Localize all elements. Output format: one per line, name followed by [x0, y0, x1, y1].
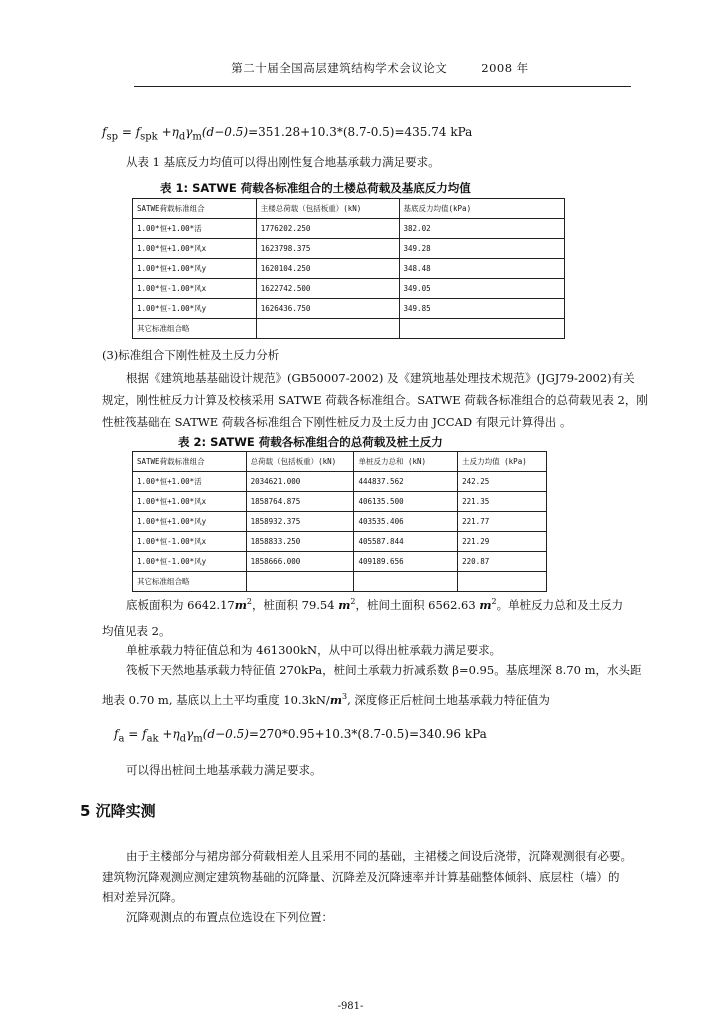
table-row [133, 572, 547, 592]
equation-fsp: $f_{sp} = f_{spk} +\eta_d\gamma_m(d-0.5)=351.28+10.3*(8.7-0.5)=435.74$ kPa [102, 125, 473, 143]
table-cell: 1858833.250 [246, 532, 354, 552]
table-cell: 1.00*恒-1.00*风y [133, 299, 257, 319]
table-cell: 221.35 [458, 492, 547, 512]
paragraph-6: 筏板下天然地基承载力特征值 270kPa，桩间土承载力折减系数 β=0.95。基底埋深 8.70 m，水头距 [126, 663, 642, 677]
paragraph-4-cont: 均值见表 2。 [102, 624, 171, 638]
table-cell: 444837.562 [354, 472, 458, 492]
table-header-cell: 总荷载（包括板重）(kN) [246, 452, 354, 472]
running-header [140, 60, 620, 80]
table1-caption: 表 1: SATWE 荷载各标准组合的土楼总荷载及基底反力均值 [160, 181, 471, 195]
table-cell: 1623798.375 [256, 239, 399, 259]
table-cell: 242.25 [458, 472, 547, 492]
table-cell: 1.00*恒+1.00*活 [133, 219, 257, 239]
paragraph-1: 从表 1 基底反力均值可以得出刚性复合地基承载力满足要求。 [126, 155, 440, 169]
table-cell: 382.02 [399, 219, 564, 239]
table-row [133, 472, 547, 492]
table-header-cell: 主楼总荷载（包括板重）(kN) [256, 199, 399, 219]
table-cell: 1.00*恒-1.00*风x [133, 532, 247, 552]
table-cell: 1.00*恒+1.00*风x [133, 492, 247, 512]
table-cell: 403535.406 [354, 512, 458, 532]
paragraph-3-line-3: 性桩筏基础在 SATWE 荷载各标准组合下刚性桩反力及土反力由 JCCAD 有限元计算得出 。 [102, 415, 572, 429]
table-row [133, 259, 565, 279]
table-header-cell: SATWE荷载标准组合 [133, 452, 247, 472]
table-cell: 1858666.000 [246, 552, 354, 572]
table-row [133, 319, 565, 339]
table-row [133, 492, 547, 512]
paragraph-9-line-2: 建筑物沉降观测应测定建筑物基础的沉降量、沉降差及沉降速率并计算基础整体倾斜、底层柱（墙）的 [102, 870, 620, 884]
table-cell: 其它标准组合略 [133, 319, 257, 339]
table-header-row [133, 199, 565, 219]
table-row [133, 512, 547, 532]
table-cell: 1.00*恒+1.00*风y [133, 259, 257, 279]
table-cell: 1626436.750 [256, 299, 399, 319]
table-cell: 406135.500 [354, 492, 458, 512]
table-cell [246, 572, 354, 592]
paragraph-9-line-1: 由于主楼部分与裙房部分荷载相差人且采用不同的基础，主裙楼之间设后浇带，沉降观测很有必要。 [126, 849, 632, 863]
table-cell: 1620104.250 [256, 259, 399, 279]
table-row [133, 219, 565, 239]
table-header-cell: 土反力均值 (kPa) [458, 452, 547, 472]
table-2 [132, 451, 547, 592]
table-header-row [133, 452, 547, 472]
paragraph-7: 地表 0.70 m, 基底以上土平均重度 $10.3kN/m^3$, 深度修正后桩间土地基承载力特征值为 [102, 692, 550, 707]
table-cell: 1622742.500 [256, 279, 399, 299]
table-header-cell: 单桩反力总和 (kN) [354, 452, 458, 472]
header-rule [134, 86, 631, 87]
table-cell [458, 572, 547, 592]
table-cell [256, 319, 399, 339]
table-cell: 349.85 [399, 299, 564, 319]
table-cell: 220.87 [458, 552, 547, 572]
paragraph-10: 沉降观测点的布置点位选设在下列位置： [126, 910, 333, 924]
table-cell: 1858764.875 [246, 492, 354, 512]
table-cell: 349.28 [399, 239, 564, 259]
table-cell: 1.00*恒+1.00*风y [133, 512, 247, 532]
paragraph-2: (3)标准组合下刚性桩及土反力分析 [102, 348, 280, 362]
table-row [133, 239, 565, 259]
table-cell: 1.00*恒-1.00*风x [133, 279, 257, 299]
table-header-cell: 基底反力均值(kPa) [399, 199, 564, 219]
header-year: 2008 年 [481, 61, 529, 75]
table-row [133, 532, 547, 552]
table-cell: 1.00*恒+1.00*风x [133, 239, 257, 259]
table-cell: 409189.656 [354, 552, 458, 572]
table-cell: 1.00*恒-1.00*风y [133, 552, 247, 572]
paragraph-3-line-2: 规定，刚性桩反力计算及校核采用 SATWE 荷载各标准组合。SATWE 荷载各标准组合的总荷载见表 2，刚 [102, 393, 648, 407]
table-cell: 1.00*恒+1.00*活 [133, 472, 247, 492]
table-cell: 1858932.375 [246, 512, 354, 532]
paragraph-8: 可以得出桩间土地基承载力满足要求。 [126, 763, 322, 777]
table2-caption: 表 2: SATWE 荷载各标准组合的总荷载及桩土反力 [178, 435, 443, 449]
page-number: -981- [337, 1001, 364, 1012]
equation-fa: $f_a = f_{ak} +\eta_d\gamma_m(d-0.5)=270*0.95+10.3*(8.7-0.5)=340.96$ kPa [114, 727, 487, 745]
table-cell: 221.29 [458, 532, 547, 552]
table-cell: 1776202.250 [256, 219, 399, 239]
table-cell: 2034621.000 [246, 472, 354, 492]
table-cell: 349.05 [399, 279, 564, 299]
table-row [133, 299, 565, 319]
table-row [133, 552, 547, 572]
header-title: 第二十届全国高层建筑结构学术会议论文 [231, 61, 448, 75]
paragraph-9-line-3: 相对差异沉降。 [102, 890, 183, 904]
table-cell: 405587.844 [354, 532, 458, 552]
paragraph-5: 单桩承载力特征值总和为 461300kN，从中可以得出桩承载力满足要求。 [126, 643, 502, 657]
section-heading: 5 沉降实测 [80, 802, 156, 820]
table-cell: 348.48 [399, 259, 564, 279]
table-1 [132, 198, 565, 339]
table-cell: 其它标准组合略 [133, 572, 247, 592]
table-cell: 221.77 [458, 512, 547, 532]
table-cell [399, 319, 564, 339]
table-row [133, 279, 565, 299]
paragraph-4: 底板面积为 $6642.17m^2$，桩面积 79.54 $m^2$，桩间土面积 6562.63 $m^2$。单桩反力总和及土反力 [126, 597, 624, 612]
paragraph-3-line-1: 根据《建筑地基基础设计规范》(GB50007-2002) 及《建筑地基处理技术规范》(JGJ79-2002)有关 [126, 371, 635, 385]
table-header-cell: SATWE荷载标准组合 [133, 199, 257, 219]
table-cell [354, 572, 458, 592]
